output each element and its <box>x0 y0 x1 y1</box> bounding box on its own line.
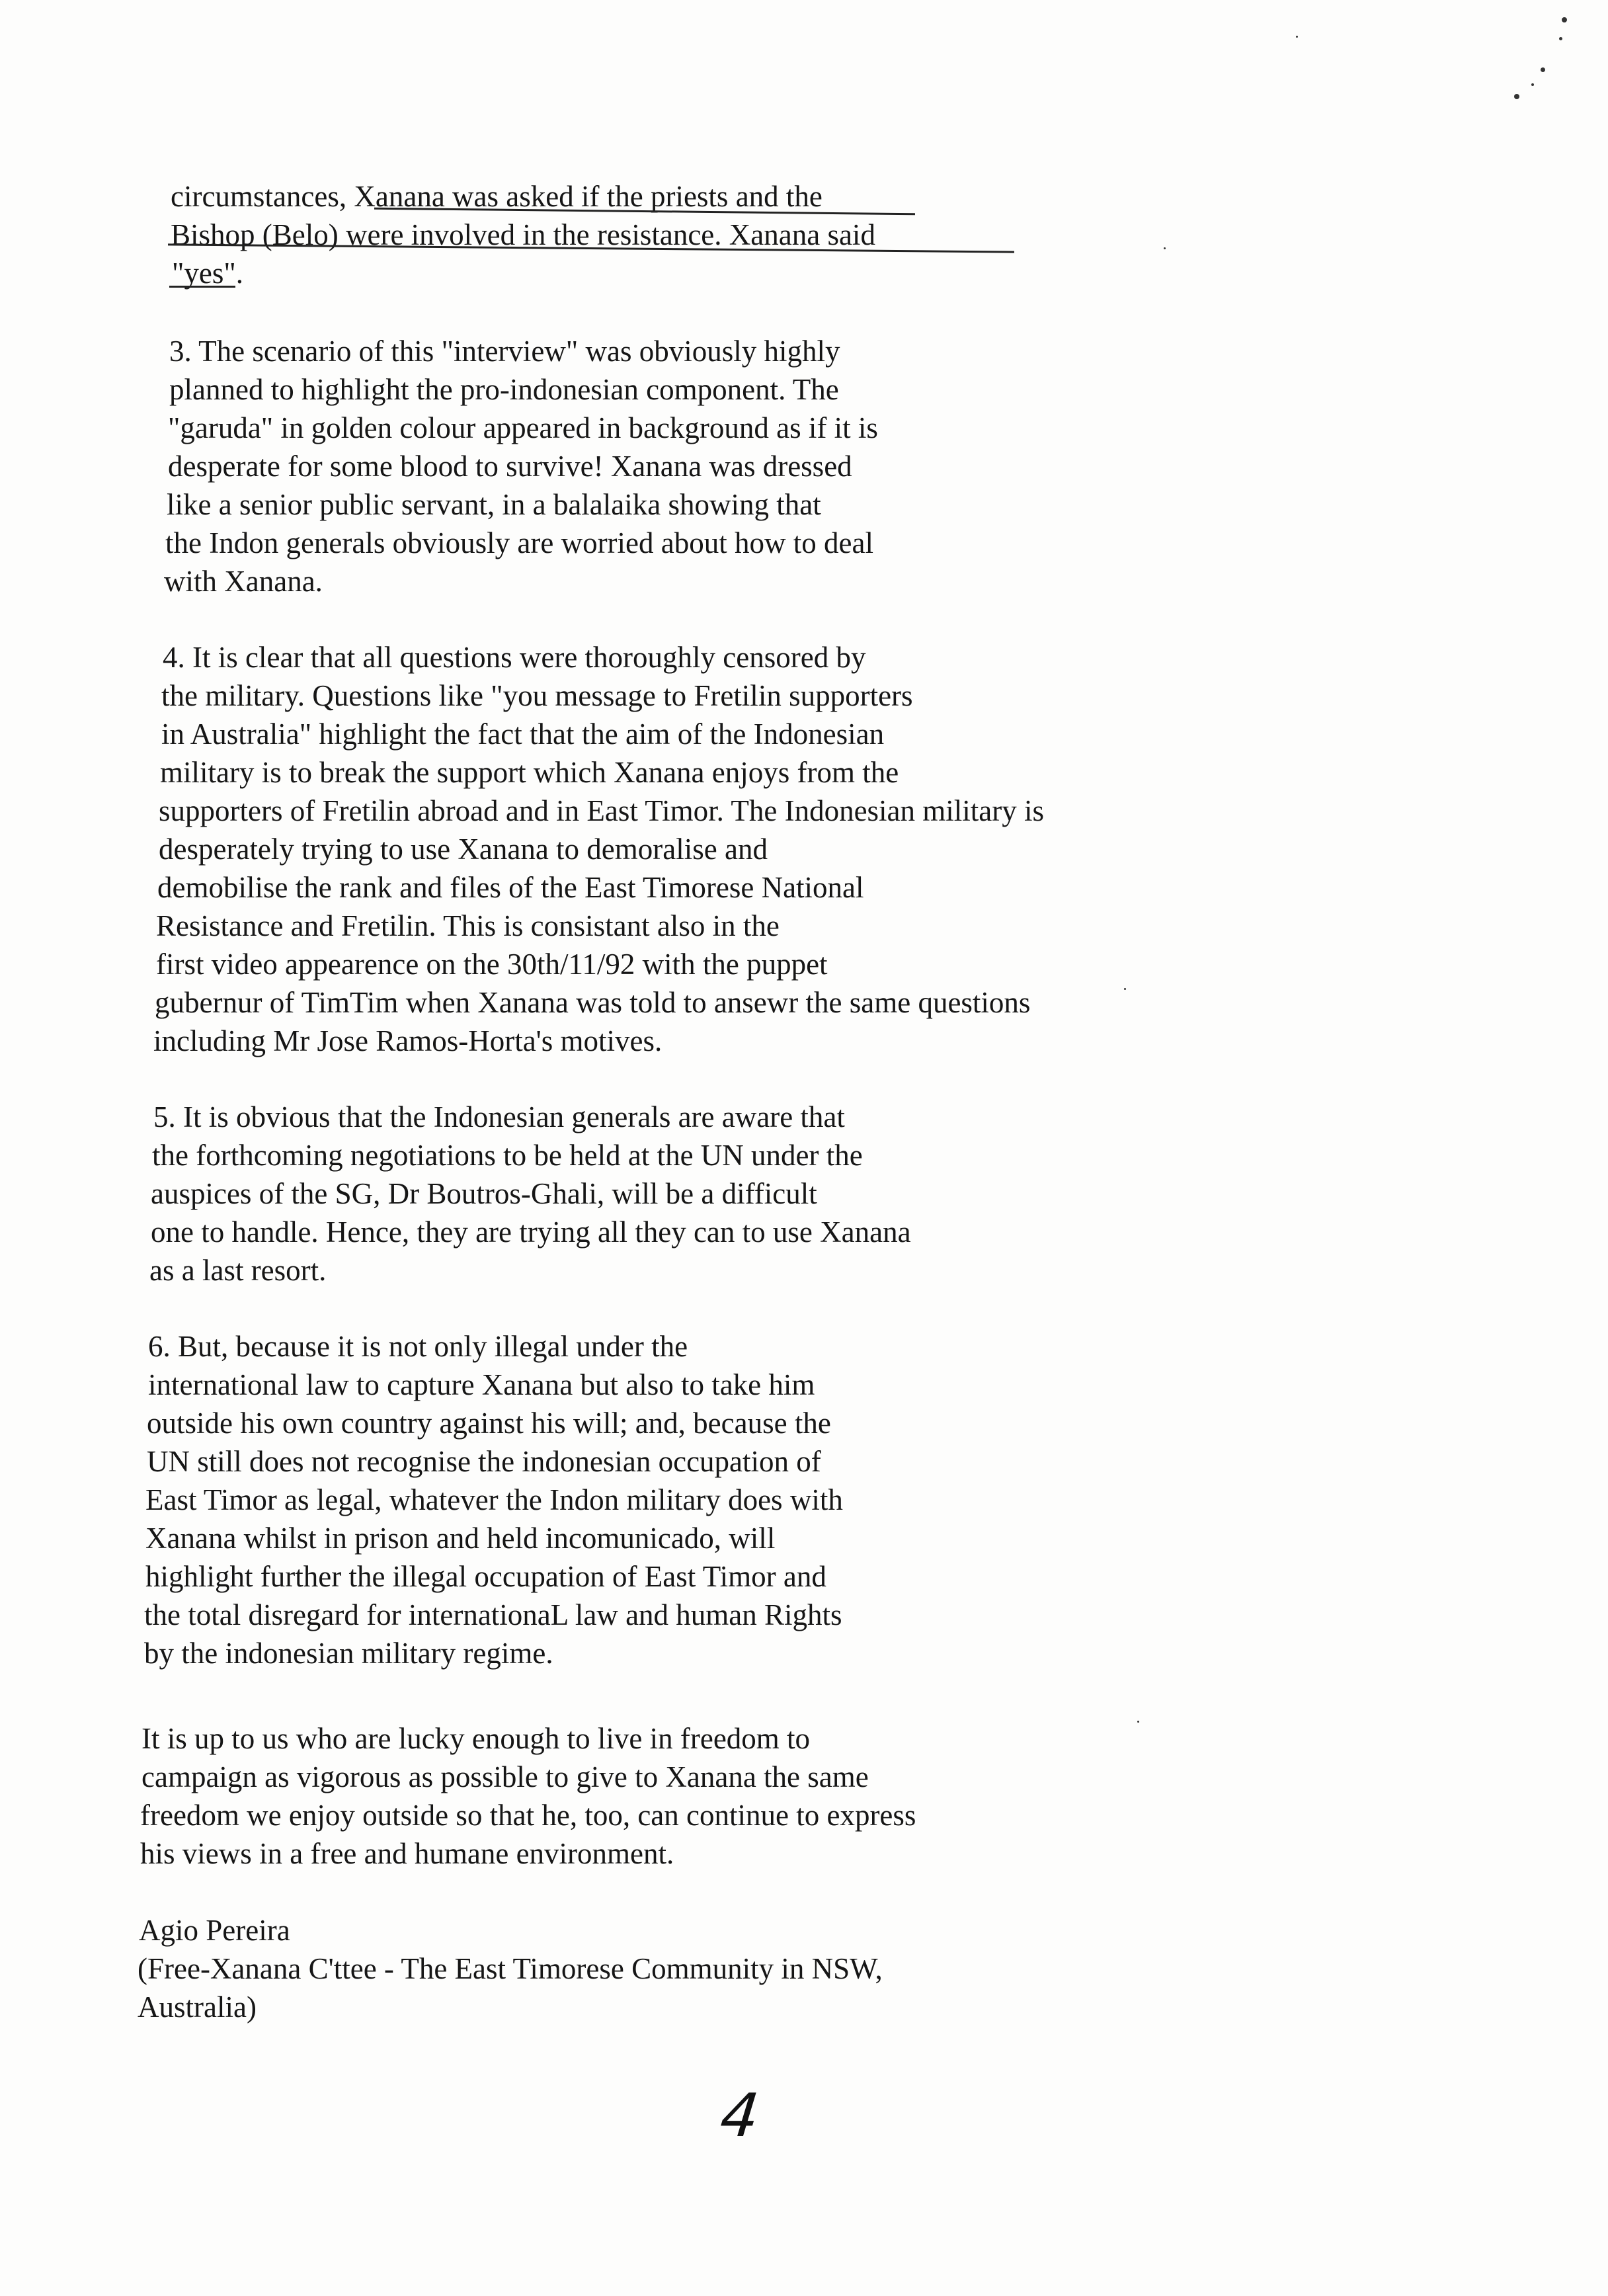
closing-line-3: freedom we enjoy outside so that he, too, can continue to express <box>140 1799 916 1832</box>
paragraph-4-line-9: first video appearence on the 30th/11/92 with the puppet <box>156 948 828 981</box>
paragraph-4-line-7: demobilise the rank and files of the East Timorese National <box>157 871 864 904</box>
paragraph-6-line-8: the total disregard for internationaL law and human Rights <box>144 1598 842 1631</box>
paragraph-4-line-2: the military. Questions like "you message to Fretilin supporters <box>161 679 913 712</box>
paragraph-6-line-7: highlight further the illegal occupation of East Timor and <box>145 1560 826 1593</box>
paragraph-6-line-1: 6. But, because it is not only illegal under the <box>148 1330 688 1363</box>
closing-line-1: It is up to us who are lucky enough to live in freedom to <box>141 1722 811 1755</box>
intro-line-3: "yes". <box>172 257 243 290</box>
handwritten-underline-3 <box>169 286 235 288</box>
paragraph-5-line-4: one to handle. Hence, they are trying all they can to use Xanana <box>151 1215 911 1249</box>
signature-name: Agio Pereira <box>139 1914 290 1947</box>
paragraph-4-line-6: desperately trying to use Xanana to demoralise and <box>159 833 768 866</box>
paragraph-6-line-9: by the indonesian military regime. <box>144 1637 553 1670</box>
scan-speck <box>1296 36 1298 38</box>
paragraph-4-line-10: gubernur of TimTim when Xanana was told to ansewr the same questions <box>155 986 1031 1019</box>
intro-line-2: Bishop (Belo) were involved in the resistance. Xanana said <box>171 218 875 251</box>
scan-speck <box>1559 37 1562 40</box>
paragraph-6-line-2: international law to capture Xanana but also to take him <box>148 1368 815 1401</box>
paragraph-3-line-7: with Xanana. <box>164 565 323 598</box>
paragraph-4-line-8: Resistance and Fretilin. This is consistant also in the <box>156 909 780 942</box>
paragraph-3-line-3: "garuda" in golden colour appeared in background as if it is <box>168 411 878 444</box>
paragraph-6-line-5: East Timor as legal, whatever the Indon military does with <box>145 1483 843 1516</box>
paragraph-6-line-3: outside his own country against his will; and, because the <box>147 1407 831 1440</box>
page-number: 4 <box>717 2081 762 2151</box>
scan-speck <box>1137 1721 1139 1723</box>
paragraph-5-line-3: auspices of the SG, Dr Boutros-Ghali, will be a difficult <box>151 1177 817 1210</box>
scan-speck <box>1531 83 1534 86</box>
scan-speck <box>1514 94 1519 99</box>
paragraph-5-line-5: as a last resort. <box>149 1254 327 1287</box>
paragraph-4-line-3: in Australia" highlight the fact that the aim of the Indonesian <box>161 718 885 751</box>
paragraph-3-line-4: desperate for some blood to survive! Xanana was dressed <box>168 450 852 483</box>
signature-affiliation-line-1: (Free-Xanana C'ttee - The East Timorese Community in NSW, <box>138 1952 883 1985</box>
paragraph-3-line-2: planned to highlight the pro-indonesian component. The <box>169 373 839 406</box>
paragraph-3-line-5: like a senior public servant, in a balalaika showing that <box>167 488 821 521</box>
scan-speck <box>1124 988 1126 990</box>
signature-affiliation-line-2: Australia) <box>138 1990 257 2024</box>
paragraph-4-line-4: military is to break the support which Xanana enjoys from the <box>160 756 899 789</box>
paragraph-4-line-11: including Mr Jose Ramos-Horta's motives. <box>153 1024 663 1057</box>
paragraph-3-line-1: 3. The scenario of this "interview" was obviously highly <box>169 335 840 368</box>
scan-speck <box>1164 247 1166 249</box>
paragraph-4-line-5: supporters of Fretilin abroad and in East Timor. The Indonesian military is <box>159 794 1045 827</box>
paragraph-3-line-6: the Indon generals obviously are worried about how to deal <box>165 526 873 559</box>
paragraph-5-line-1: 5. It is obvious that the Indonesian generals are aware that <box>153 1100 845 1133</box>
scan-speck <box>1562 17 1567 22</box>
paragraph-6-line-6: Xanana whilst in prison and held incomunicado, will <box>145 1522 776 1555</box>
scan-speck <box>1541 67 1545 72</box>
paragraph-4-line-1: 4. It is clear that all questions were thoroughly censored by <box>163 641 866 674</box>
paragraph-5-line-2: the forthcoming negotiations to be held at the UN under the <box>152 1139 863 1172</box>
closing-line-2: campaign as vigorous as possible to give to Xanana the same <box>141 1760 869 1793</box>
closing-line-4: his views in a free and humane environment. <box>140 1837 674 1870</box>
paragraph-6-line-4: UN still does not recognise the indonesian occupation of <box>147 1445 821 1478</box>
intro-line-1: circumstances, Xanana was asked if the priests and the <box>171 180 823 213</box>
